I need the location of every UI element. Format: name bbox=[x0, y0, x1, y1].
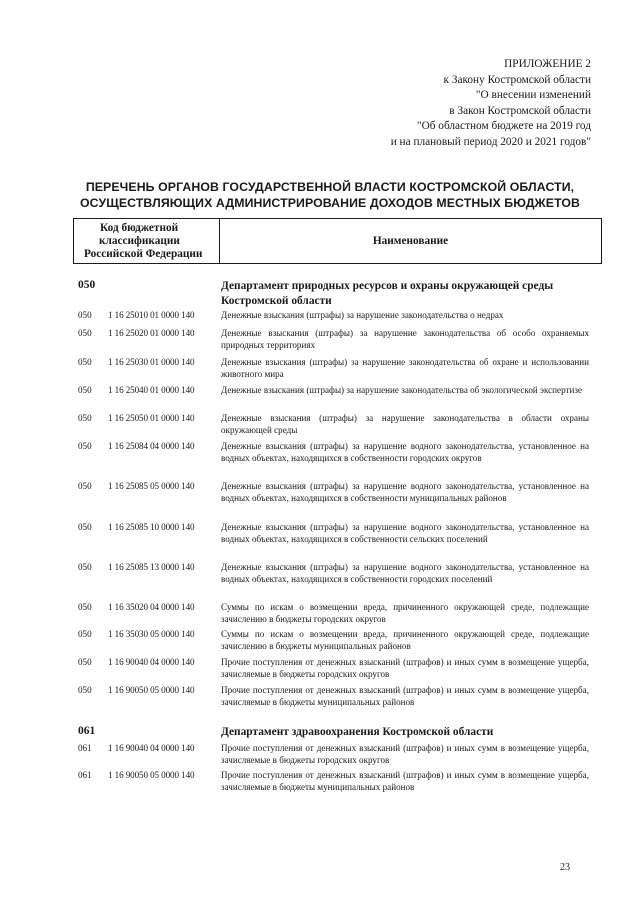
admin-code: 050 bbox=[78, 413, 92, 423]
row-name: Денежные взыскания (штрафы) за нарушение законодательства в области охраны окружающей среды bbox=[221, 413, 589, 436]
row-name: Денежные взыскания (штрафы) за нарушение водного законодательства, установленное на водных объектах, находящихся в собственности сельских поселений bbox=[221, 522, 589, 545]
appendix-line: "Об областном бюджете на 2019 год bbox=[416, 120, 591, 133]
appendix-line: ПРИЛОЖЕНИЕ 2 bbox=[504, 58, 591, 70]
admin-code: 050 bbox=[78, 657, 92, 667]
row-name: Денежные взыскания (штрафы) за нарушение законодательства об экологической экспертизе bbox=[221, 385, 582, 395]
document-title-line2: ОСУЩЕСТВЛЯЮЩИХ АДМИНИСТРИРОВАНИЕ ДОХОДОВ МЕСТНЫХ БЮДЖЕТОВ bbox=[79, 196, 581, 210]
department-code: 061 bbox=[78, 725, 96, 737]
kbk-code: 1 16 25085 10 0000 140 bbox=[108, 522, 195, 532]
appendix-line: к Закону Костромской области bbox=[443, 73, 591, 86]
admin-code: 050 bbox=[78, 357, 92, 367]
row-name: Прочие поступления от денежных взысканий (штрафов) и иных сумм в возмещение ущерба, зачисляемые в бюджеты муниципальных районов bbox=[221, 770, 589, 793]
row-name: Суммы по искам о возмещении вреда, причиненного окружающей среде, подлежащие зачислению в бюджеты муниципальных районов bbox=[221, 629, 589, 652]
row-name: Денежные взыскания (штрафы) за нарушение водного законодательства, установленное на водных объектах, находящихся в собственности городских округов bbox=[221, 441, 589, 464]
kbk-code: 1 16 25085 13 0000 140 bbox=[108, 562, 195, 572]
appendix-line: в Закон Костромской области bbox=[449, 104, 591, 117]
row-name: Денежные взыскания (штрафы) за нарушение законодательства об охране и использовании животного мира bbox=[221, 357, 589, 380]
kbk-code: 1 16 90050 05 0000 140 bbox=[108, 685, 195, 695]
admin-code: 050 bbox=[78, 522, 92, 532]
row-name: Суммы по искам о возмещении вреда, причиненного окружающей среде, подлежащие зачислению в бюджеты городских округов bbox=[221, 602, 589, 625]
admin-code: 050 bbox=[78, 685, 92, 695]
department-name: Департамент здравоохранения Костромской области bbox=[221, 726, 494, 738]
row-name: Прочие поступления от денежных взысканий (штрафов) и иных сумм в возмещение ущерба, зачисляемые в бюджеты муниципальных районов bbox=[221, 685, 589, 708]
row-name: Денежные взыскания (штрафы) за нарушение законодательства об особо охраняемых природных территориях bbox=[221, 328, 589, 351]
department-name: Департамент природных ресурсов и охраны окружающей среды Костромской области bbox=[221, 280, 554, 307]
admin-code: 050 bbox=[78, 441, 92, 451]
document-title-line1: ПЕРЕЧЕНЬ ОРГАНОВ ГОСУДАРСТВЕННОЙ ВЛАСТИ КОСТРОМСКОЙ ОБЛАСТИ, bbox=[85, 180, 575, 194]
kbk-code: 1 16 25050 01 0000 140 bbox=[108, 413, 195, 423]
kbk-code: 1 16 25010 01 0000 140 bbox=[108, 310, 195, 320]
table-header bbox=[73, 218, 602, 264]
page-number: 23 bbox=[560, 862, 570, 873]
row-name: Прочие поступления от денежных взысканий (штрафов) и иных сумм в возмещение ущерба, зачисляемые в бюджеты городских округов bbox=[221, 743, 589, 766]
kbk-code: 1 16 25040 01 0000 140 bbox=[108, 385, 195, 395]
kbk-code: 1 16 25085 05 0000 140 bbox=[108, 481, 195, 491]
admin-code: 050 bbox=[78, 602, 92, 612]
admin-code: 050 bbox=[78, 562, 92, 572]
admin-code: 061 bbox=[78, 743, 92, 753]
kbk-code: 1 16 25084 04 0000 140 bbox=[108, 441, 195, 451]
kbk-code: 1 16 35020 04 0000 140 bbox=[108, 602, 195, 612]
kbk-code: 1 16 90040 04 0000 140 bbox=[108, 743, 195, 753]
admin-code: 061 bbox=[78, 770, 92, 780]
kbk-code: 1 16 90040 04 0000 140 bbox=[108, 657, 195, 667]
header-code-cell bbox=[74, 219, 220, 263]
kbk-code: 1 16 25020 01 0000 140 bbox=[108, 328, 195, 338]
row-name: Денежные взыскания (штрафы) за нарушение законодательства о недрах bbox=[221, 310, 504, 320]
kbk-code: 1 16 25030 01 0000 140 bbox=[108, 357, 195, 367]
appendix-block bbox=[291, 57, 591, 151]
department-code: 050 bbox=[78, 279, 96, 291]
header-code-line: Российской Федерации bbox=[84, 247, 203, 260]
admin-code: 050 bbox=[78, 328, 92, 338]
kbk-code: 1 16 35030 05 0000 140 bbox=[108, 629, 195, 639]
appendix-line: и на плановый период 2020 и 2021 годов" bbox=[390, 135, 591, 148]
row-name: Денежные взыскания (штрафы) за нарушение водного законодательства, установленное на водных объектах, находящихся в собственности городских поселений bbox=[221, 562, 589, 585]
header-code-line: Код бюджетной bbox=[100, 221, 179, 234]
appendix-line: "О внесении изменений bbox=[475, 89, 591, 102]
header-code-line: классификации bbox=[99, 234, 180, 247]
admin-code: 050 bbox=[78, 629, 92, 639]
admin-code: 050 bbox=[78, 481, 92, 491]
admin-code: 050 bbox=[78, 385, 92, 395]
admin-code: 050 bbox=[78, 310, 92, 320]
document-title bbox=[60, 179, 600, 211]
kbk-code: 1 16 90050 05 0000 140 bbox=[108, 770, 195, 780]
row-name: Денежные взыскания (штрафы) за нарушение водного законодательства, установленное на водных объектах, находящихся в собственности муниципальных районов bbox=[221, 481, 589, 504]
header-name-cell: Наименование bbox=[372, 235, 449, 247]
row-name: Прочие поступления от денежных взысканий (штрафов) и иных сумм в возмещение ущерба, зачисляемые в бюджеты городских округов bbox=[221, 657, 589, 680]
